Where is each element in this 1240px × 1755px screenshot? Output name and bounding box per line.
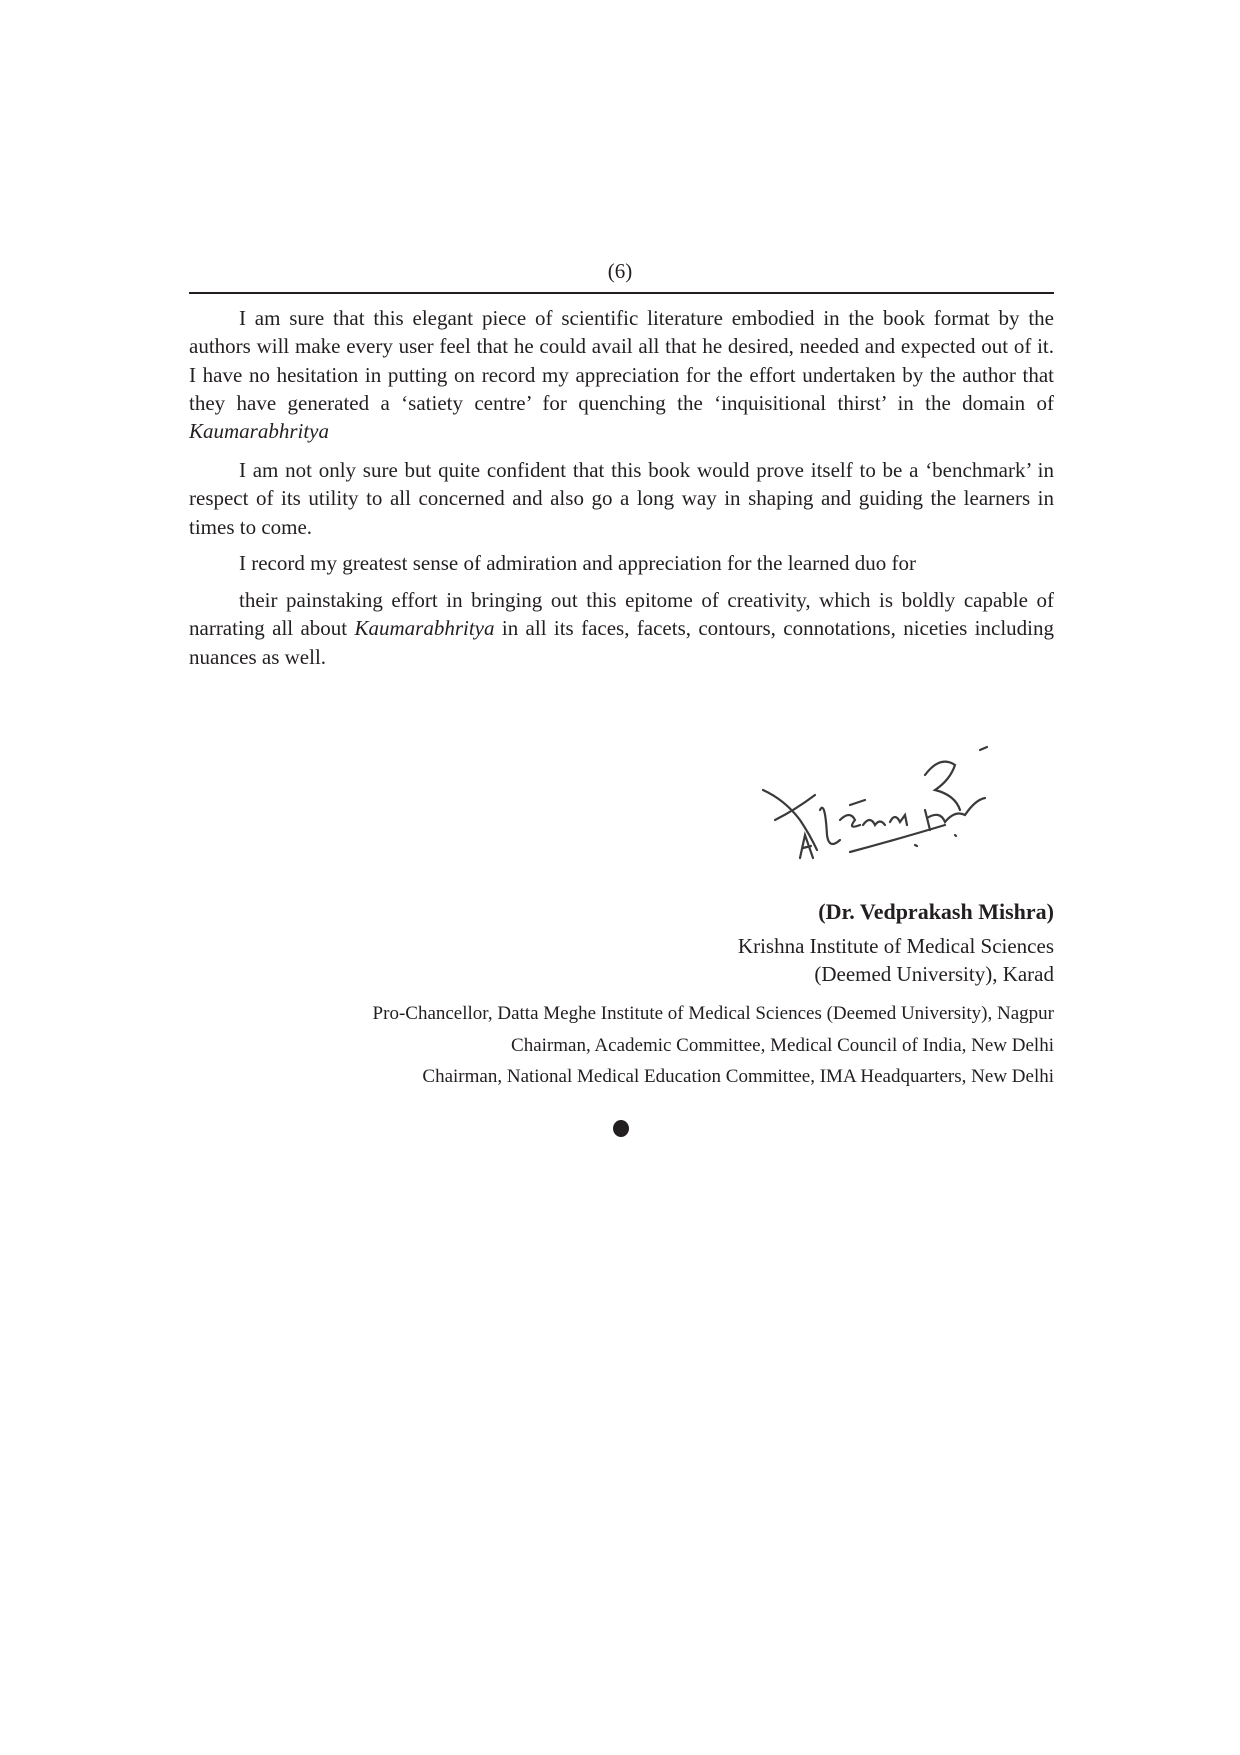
office-line: Chairman, Academic Committee, Medical Council of India, New Delhi <box>511 1035 1054 1056</box>
page-number: (6) <box>607 259 633 283</box>
paragraph-4 <box>189 586 1054 671</box>
italic-term: Kaumarabhritya <box>354 616 495 641</box>
office-line: Pro-Chancellor, Datta Meghe Institute of Medical Sciences (Deemed University), Nagpur <box>372 1003 1054 1024</box>
institution-line-1: Krishna Institute of Medical Sciences <box>737 934 1054 958</box>
paragraph-text: their painstaking effort in bringing out this epitome of creativity, which is boldly capable of narrating all about <box>189 588 1054 641</box>
paragraph-text: I am sure that this elegant piece of scientific literature embodied in the book format by the authors will make every user feel that he could avail all that he desired, needed and expected out of it. I have no hesitation in putting on record my appreciation for the effort undertaken by the author that they have generated a ‘satiety centre’ for quenching the ‘inquisitional thirst’ in the domain of <box>189 306 1054 415</box>
paragraph-text: I record my greatest sense of admiration and appreciation for the learned duo for <box>239 551 916 575</box>
signature-image <box>755 740 1045 865</box>
institution-line-2: (Deemed University), Karad <box>814 962 1054 986</box>
italic-term: Kaumarabhritya <box>189 419 330 444</box>
end-bullet <box>613 1120 629 1137</box>
paragraph-3 <box>189 549 1054 577</box>
header-rule <box>189 292 1054 294</box>
paragraph-1 <box>189 304 1054 445</box>
paragraph-text: I am not only sure but quite confident that this book would prove itself to be a ‘benchmark’ in respect of its utility to all concerned and also go a long way in shaping and guiding the learners in times to come. <box>189 458 1054 539</box>
signatory-name: (Dr. Vedprakash Mishra) <box>818 899 1054 924</box>
paragraph-2 <box>189 456 1054 541</box>
paragraph-text: in all its faces, facets, contours, connotations, niceties including nuances as well. <box>189 616 1055 669</box>
office-line: Chairman, National Medical Education Committee, IMA Headquarters, New Delhi <box>422 1066 1054 1087</box>
